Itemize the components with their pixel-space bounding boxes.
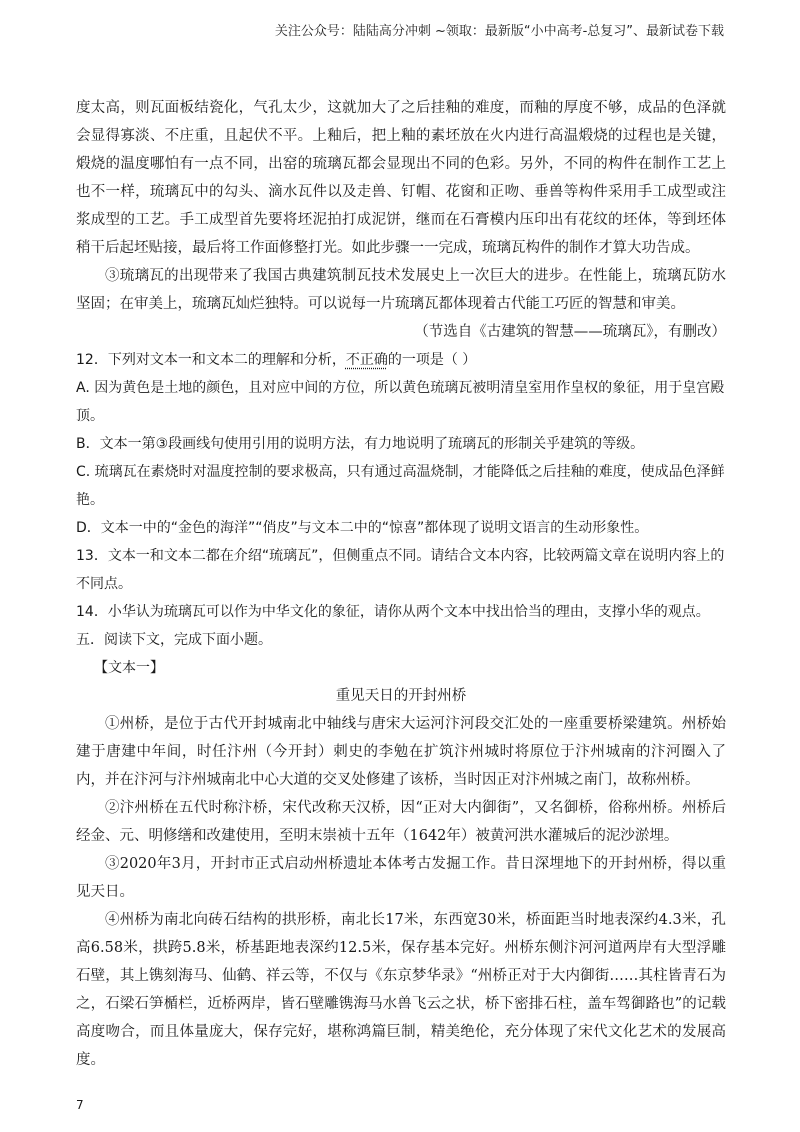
question-12-option-d: D．文本一中的“金色的海洋”“俏皮”与文本二中的“惊喜”都体现了说明文语言的生动形象性。 [76,520,649,536]
question-12-option-b: B．文本一第③段画线句使用引用的说明方法，有力地说明了琉璃瓦的形制关乎建筑的等级。 [76,436,645,452]
article-paragraph-1: ①州桥，是位于古代开封城南北中轴线与唐宋大运河汴河段交汇处的一座重要桥梁建筑。州桥始建于唐建中年间，时任汴州（今开封）刺史的李勉在扩筑汴州城时将原位于汴州城南的汴河圈入了内，并在汴河与汴州城南北中心大道的交叉处修建了该桥，当时因正对汴州城之南门，故称州桥。 [76,716,726,788]
section-5-instruction: 五．阅读下文，完成下面小题。 [76,632,272,648]
article-paragraph-3: ③2020年3月，开封市正式启动州桥遗址本体考古发掘工作。昔日深埋地下的开封州桥，得以重见天日。 [76,856,726,900]
question-14: 14．小华认为琉璃瓦可以作为中华文化的象征，请你从两个文本中找出恰当的理由，支撑小华的观点。 [76,604,710,620]
question-12-stem [76,346,726,374]
question-12-stem-pre: 12．下列对文本一和文本二的理解和分析， [76,352,346,368]
question-13: 13．文本一和文本二都在介绍“琉璃瓦”，但侧重点不同。请结合文本内容，比较两篇文章在说明内容上的不同点。 [76,548,725,592]
article-paragraph-2: ②汴州桥在五代时称汴桥，宋代改称天汉桥，因“正对大内御街”，又名御桥，俗称州桥。州桥后经金、元、明修缮和改建使用，至明末崇祯十五年（1642年）被黄河洪水灌城后的泥沙淤埋。 [76,800,726,844]
question-12-option-c: C. 琉璃瓦在素烧时对温度控制的要求极高，只有通过高温烧制，才能降低之后挂釉的难度，使成品色泽鲜艳。 [76,464,725,508]
page-content [76,94,726,1074]
question-12-emphasis: 不正确 [345,352,388,368]
question-12-stem-post: 的一项是（ ） [387,352,477,368]
question-12-option-a: A. 因为黄色是土地的颜色，且对应中间的方位，所以黄色琉璃瓦被明清皇室用作皇权的象征，用于皇宫殿顶。 [76,380,725,424]
page-header: 关注公众号：陆陆高分冲刺 ~领取：最新版“小中高考-总复习”、最新试卷下载 [274,24,724,39]
text-1-tag: 【文本一】 [94,660,164,676]
passage-paragraph-3: ③琉璃瓦的出现带来了我国古典建筑制瓦技术发展史上一次巨大的进步。在性能上，琉璃瓦防水坚固；在审美上，琉璃瓦灿烂独特。可以说每一片琉璃瓦都体现着古代能工巧匠的智慧和审美。 [76,268,726,312]
passage-source: （节选自《古建筑的智慧——琉璃瓦》，有删改） [414,324,726,340]
article-paragraph-4: ④州桥为南北向砖石结构的拱形桥，南北长17米，东西宽30米，桥面距当时地表深约4.3米，孔高6.58米，拱跨5.8米，桥基距地表深约12.5米，保存基本完好。州桥东侧汴河河道两岸有大型浮雕石壁，其上镌刻海马、仙鹤、祥云等，不仅与《东京梦华录》“州桥正对于大内御街……其柱皆青石为之，石梁石笋楯栏，近桥两岸，皆石壁雕镌海马水兽飞云之状，桥下密排石柱，盖车驾御路也”的记载高度吻合，而且体量庞大，保存完好，堪称鸿篇巨制，精美绝伦，充分体现了宋代文化艺术的发展高度。 [76,912,726,1068]
page-number: 7 [76,1098,84,1112]
passage-paragraph-continued: 度太高，则瓦面板结瓷化，气孔太少，这就加大了之后挂釉的难度，而釉的厚度不够，成品的色泽就会显得寡淡、不庄重，且起伏不平。上釉后，把上釉的素坯放在火内进行高温煅烧的过程也是关键，煅烧的温度哪怕有一点不同，出窑的琉璃瓦都会显现出不同的色彩。另外，不同的构件在制作工艺上也不一样，琉璃瓦中的勾头、滴水瓦件以及走兽、钉帽、花窗和正吻、垂兽等构件采用手工成型或注浆成型的工艺。手工成型首先要将坯泥拍打成泥饼，继而在石膏模内压印出有花纹的坯体，等到坯体稍干后起坯贴接，最后将工作面修整打光。如此步骤一一完成，琉璃瓦构件的制作才算大功告成。 [76,100,726,256]
article-title: 重见天日的开封州桥 [335,688,467,704]
